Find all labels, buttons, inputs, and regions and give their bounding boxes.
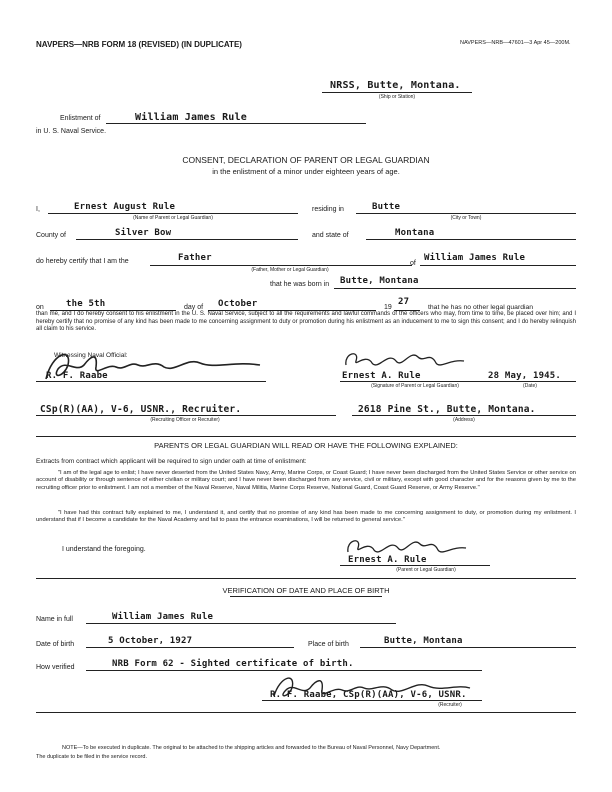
relation-value: Father bbox=[178, 253, 212, 263]
minor-name: William James Rule bbox=[424, 253, 526, 263]
station-value: NRSS, Butte, Montana. bbox=[330, 80, 461, 91]
city-caption: (City or Town) bbox=[450, 215, 482, 221]
address-caption: (Address) bbox=[453, 417, 475, 423]
recruiter-line: R. F. Raabe, CSp(R)(AA), V-6, USNR. bbox=[270, 690, 467, 700]
note-line-2: The duplicate to be filed in the service record. bbox=[36, 754, 147, 760]
residing-label: residing in bbox=[312, 206, 344, 213]
parent-name-caption: (Name of Parent or Legal Guardian) bbox=[133, 215, 213, 221]
consent-subtitle: in the enlistment of a minor under eighteen years of age. bbox=[212, 167, 400, 176]
date-caption: (Date) bbox=[523, 383, 537, 389]
witness-name: R. F. Raabe bbox=[46, 371, 108, 381]
note-line-1: NOTE—To be executed in duplicate. The original to be attached to the shipping articles and forwarded to the Bureau of Naval Personnel, Navy Department. bbox=[62, 745, 441, 751]
form-title: NAVPERS—NRB FORM 18 (REVISED) (IN DUPLICATE) bbox=[36, 40, 242, 49]
form-code: NAVPERS—NRB—47601—3 Apr 45—200M. bbox=[460, 40, 571, 46]
explained-intro: Extracts from contract which applicant will be required to sign under oath at time of enlistment: bbox=[36, 458, 307, 465]
birthplace-value: Butte, Montana bbox=[340, 276, 419, 286]
on-label: on bbox=[36, 304, 44, 311]
county-value: Silver Bow bbox=[115, 228, 172, 238]
enlistment-label: Enlistment of bbox=[60, 115, 101, 122]
name-full-label: Name in full bbox=[36, 616, 73, 623]
name-full-value: William James Rule bbox=[112, 612, 214, 622]
birth-month: October bbox=[218, 299, 258, 309]
year-prefix: 19 bbox=[384, 304, 392, 311]
explained-heading: PARENTS OR LEGAL GUARDIAN WILL READ OR HAVE THE FOLLOWING EXPLAINED: bbox=[154, 441, 458, 450]
recruiter-caption: (Recruiting Officer or Recruiter) bbox=[150, 417, 220, 423]
contract-quote-2: "I have had this contract fully explained to me, I understand it, and certify that no promise of any kind has been made to me concerning assignment to duty, or promotion during my enlistment. I understand that if I become a candidate for the Naval Academy and fail to pass the entrance examinations, I will be returned to general service." bbox=[36, 510, 576, 524]
witness-signature bbox=[38, 343, 278, 393]
address-value: 2618 Pine St., Butte, Montana. bbox=[358, 404, 536, 415]
station-caption: (Ship or Station) bbox=[378, 94, 416, 100]
parent-name: Ernest August Rule bbox=[74, 202, 176, 212]
consent-paragraph: than me, and I do hereby consent to his enlistment in the U. S. Naval Service, subject to all the requirements and lawful commands of the officers who may, from time to time, be placed over him; and I hereby certify that no promise of any kind has been made to me concerning assignment to duty or promotion during his enlistment as an inducement to me to sign this consent; and I do hereby relinquish all claim to his service. bbox=[36, 311, 576, 333]
born-label: that he was born in bbox=[270, 281, 330, 288]
pob-label: Place of birth bbox=[308, 641, 349, 648]
state-label: and state of bbox=[312, 232, 349, 239]
consent-title: CONSENT, DECLARATION OF PARENT OR LEGAL GUARDIAN bbox=[182, 155, 430, 165]
recruiter-text: CSp(R)(AA), V-6, USNR., Recruiter. bbox=[40, 404, 242, 415]
enlistee-name: William James Rule bbox=[135, 112, 247, 123]
how-verified-value: NRB Form 62 - Sighted certificate of birth. bbox=[112, 659, 354, 669]
para-tail: that he has no other legal guardian bbox=[428, 304, 534, 311]
enlistment-suffix: in U. S. Naval Service. bbox=[36, 128, 107, 135]
certify-label: do hereby certify that I am the bbox=[36, 258, 129, 265]
day-of-label: day of bbox=[184, 304, 204, 311]
pob-value: Butte, Montana bbox=[384, 636, 463, 646]
of-label: of bbox=[410, 260, 416, 267]
recruiter-caption-2: (Recruiter) bbox=[438, 702, 462, 708]
contract-quote-1: "I am of the legal age to enlist; I have never deserted from the United States Navy, Army, Marine Corps, or Coast Guard; I have never been discharged from the United States Service or other service on account of disability or through sentence of either civilian or military court; and I have never been discharged from any service, civil or military, except with good character and for the reasons given by me to the recruiting officer prior to enlistment. I am not a member of the Naval Reserve, Naval Militia, Marine Corps Reserve, National Guard, Coast Guard Reserve, or Army Reserve." bbox=[36, 470, 576, 491]
birth-day: the 5th bbox=[66, 299, 106, 309]
parent-sign-caption: (Signature of Parent or Legal Guardian) bbox=[371, 383, 459, 389]
dob-label: Date of birth bbox=[36, 641, 75, 648]
verification-heading: VERIFICATION OF DATE AND PLACE OF BIRTH bbox=[222, 586, 390, 595]
parent-signed-name-2: Ernest A. Rule bbox=[348, 555, 427, 565]
county-label: County of bbox=[36, 232, 66, 239]
state-value: Montana bbox=[395, 228, 435, 238]
relation-caption: (Father, Mother or Legal Guardian) bbox=[251, 267, 329, 273]
understand-text: I understand the foregoing. bbox=[62, 546, 146, 553]
parent-signature bbox=[340, 345, 470, 373]
parent-sign-caption-2: (Parent or Legal Guardian) bbox=[396, 567, 456, 573]
dob-value: 5 October, 1927 bbox=[108, 636, 193, 646]
i-label: I, bbox=[36, 206, 40, 213]
parent-signed-name: Ernest A. Rule bbox=[342, 371, 421, 381]
witness-label: Witnessing Naval Official: bbox=[54, 352, 128, 359]
signed-date: 28 May, 1945. bbox=[488, 371, 562, 381]
birth-year: 27 bbox=[398, 297, 410, 307]
how-verified-label: How verified bbox=[36, 664, 75, 671]
city-value: Butte bbox=[372, 202, 401, 212]
